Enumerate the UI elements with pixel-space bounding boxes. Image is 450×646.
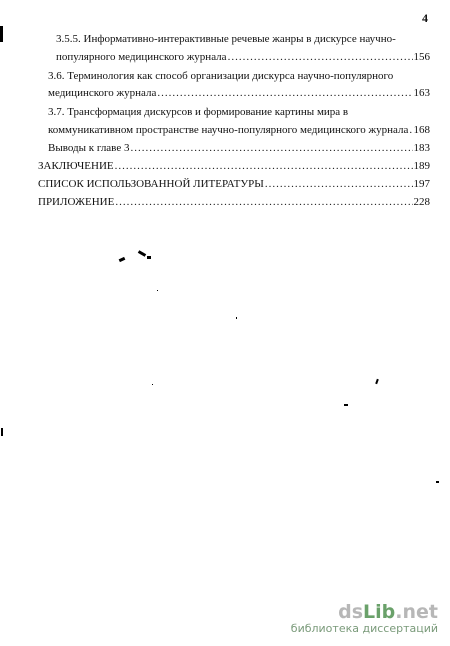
scan-artifact [436, 481, 439, 483]
dot-leader [115, 159, 413, 173]
toc-page-number: 156 [413, 51, 430, 63]
toc-entry-title: медицинского журнала [48, 87, 157, 99]
toc-entry-title: ПРИЛОЖЕНИЕ [38, 196, 115, 208]
scan-artifact [1, 428, 3, 436]
toc-entry-3-5-5[interactable] [56, 50, 430, 64]
dot-leader [228, 50, 413, 64]
scan-artifact [0, 26, 3, 42]
toc-entry-references[interactable] [38, 177, 430, 191]
toc-entry-title: популярного медицинского журнала [56, 51, 227, 63]
toc-page-number: 189 [413, 160, 430, 172]
toc-page-number: 163 [413, 87, 430, 99]
dot-leader [409, 123, 412, 137]
scan-artifact [375, 379, 379, 384]
watermark [291, 602, 438, 636]
scan-artifact [138, 250, 146, 257]
toc-entry-conclusion[interactable] [38, 159, 430, 173]
dot-leader [157, 86, 412, 100]
toc-entry-appendix[interactable] [38, 195, 430, 209]
toc-entry-3-6[interactable] [48, 86, 430, 100]
toc-page-number: 168 [413, 124, 430, 136]
scan-artifact [157, 290, 158, 291]
toc-entry-title: коммуникативном пространстве научно-популярного медицинского журнала [48, 124, 409, 136]
page-number: 4 [422, 11, 428, 25]
toc-entry-title: ЗАКЛЮЧЕНИЕ [38, 160, 114, 172]
watermark-brand: dsLib.net [338, 601, 438, 623]
scan-artifact [119, 257, 126, 262]
toc-entry-3-7[interactable] [48, 123, 430, 137]
toc-entry-3-7-line1: 3.7. Трансформация дискурсов и формирование картины мира в [48, 106, 349, 118]
toc-entry-title: СПИСОК ИСПОЛЬЗОВАННОЙ ЛИТЕРАТУРЫ [38, 178, 264, 190]
toc-page-number: 197 [413, 178, 430, 190]
dot-leader [115, 195, 412, 209]
toc-entry-chapter-3-conclusions[interactable] [48, 141, 430, 155]
toc-page-number: 183 [413, 142, 430, 154]
scan-artifact [344, 404, 348, 406]
watermark-tagline: библиотека диссертаций [290, 622, 438, 635]
scan-artifact [152, 384, 153, 385]
dot-leader [265, 177, 413, 191]
toc-entry-title: Выводы к главе 3 [48, 142, 130, 154]
scan-artifact [147, 256, 151, 259]
toc-entry-3-6-line1: 3.6. Терминология как способ организации дискурса научно-популярного [48, 70, 394, 82]
toc-entry-3-5-5-line1: 3.5.5. Информативно-интерактивные речевые жанры в дискурсе научно- [56, 33, 396, 45]
scan-artifact [236, 317, 237, 319]
toc-page-number: 228 [413, 196, 430, 208]
dot-leader [130, 141, 412, 155]
